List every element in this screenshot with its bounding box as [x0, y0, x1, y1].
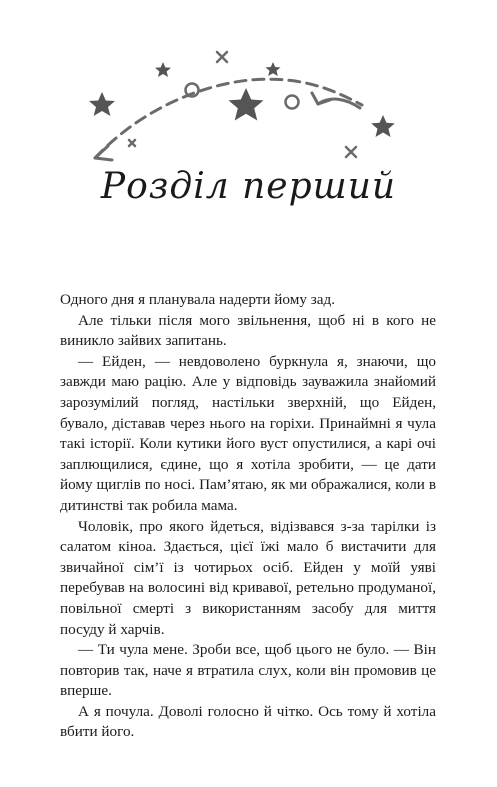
arrow-icon — [95, 146, 112, 160]
star-icon — [89, 92, 115, 116]
paragraph: А я почула. Доволі голосно й чітко. Ось тому й хотіла вбити його. — [60, 702, 436, 741]
chapter-body — [60, 290, 436, 743]
paragraph: Чоловік, про якого йдеться, відізвався з-за тарілки із салатом кіноа. Здається, цієї їжі мало б вистачити для звичайної сім’ї із чотирьох осіб. Ейден у моїй уяві перебував на волосині від кривавої, ретельно продуманої, повільної смерті з використанням засобу для миття посуду й харчів. — [60, 517, 436, 638]
star-icon — [371, 115, 395, 137]
chapter-title: Розділ перший — [100, 166, 397, 207]
arrow-icon — [312, 93, 360, 108]
paragraph: Але тільки після мого звільнення, щоб ні в кого не виникло зайвих запитань. — [60, 311, 436, 350]
star-icon — [155, 62, 171, 77]
cross-icon — [217, 52, 227, 62]
paragraph: — Ейден, — невдоволено буркнула я, знаючи, що завжди маю рацію. Але у відповідь зауважила знайомий зарозумілий погляд, настільки зверхній, що Ейден, бувало, діставав через нього на горіхи. Принаймні я чула такі історії. Коли кутики його вуст опустилися, а карі очі заплющилися, єдине, що я хотіла зробити, — це дати йому щиглів по носі. Пам’ятаю, як ми ображалися, коли в дитинстві так робила мама. — [60, 352, 436, 514]
star-icon — [229, 88, 264, 121]
paragraph: Одного дня я планувала надерти йому зад. — [60, 291, 335, 308]
star-icon — [266, 62, 281, 76]
cross-icon — [129, 140, 135, 146]
circle-icon — [286, 96, 299, 109]
cross-icon — [346, 147, 356, 157]
chapter-ornament — [0, 0, 497, 180]
paragraph: — Ти чула мене. Зроби все, щоб цього не було. — Він повторив так, наче я втратила слух, коли він промовив це вперше. — [60, 641, 436, 700]
